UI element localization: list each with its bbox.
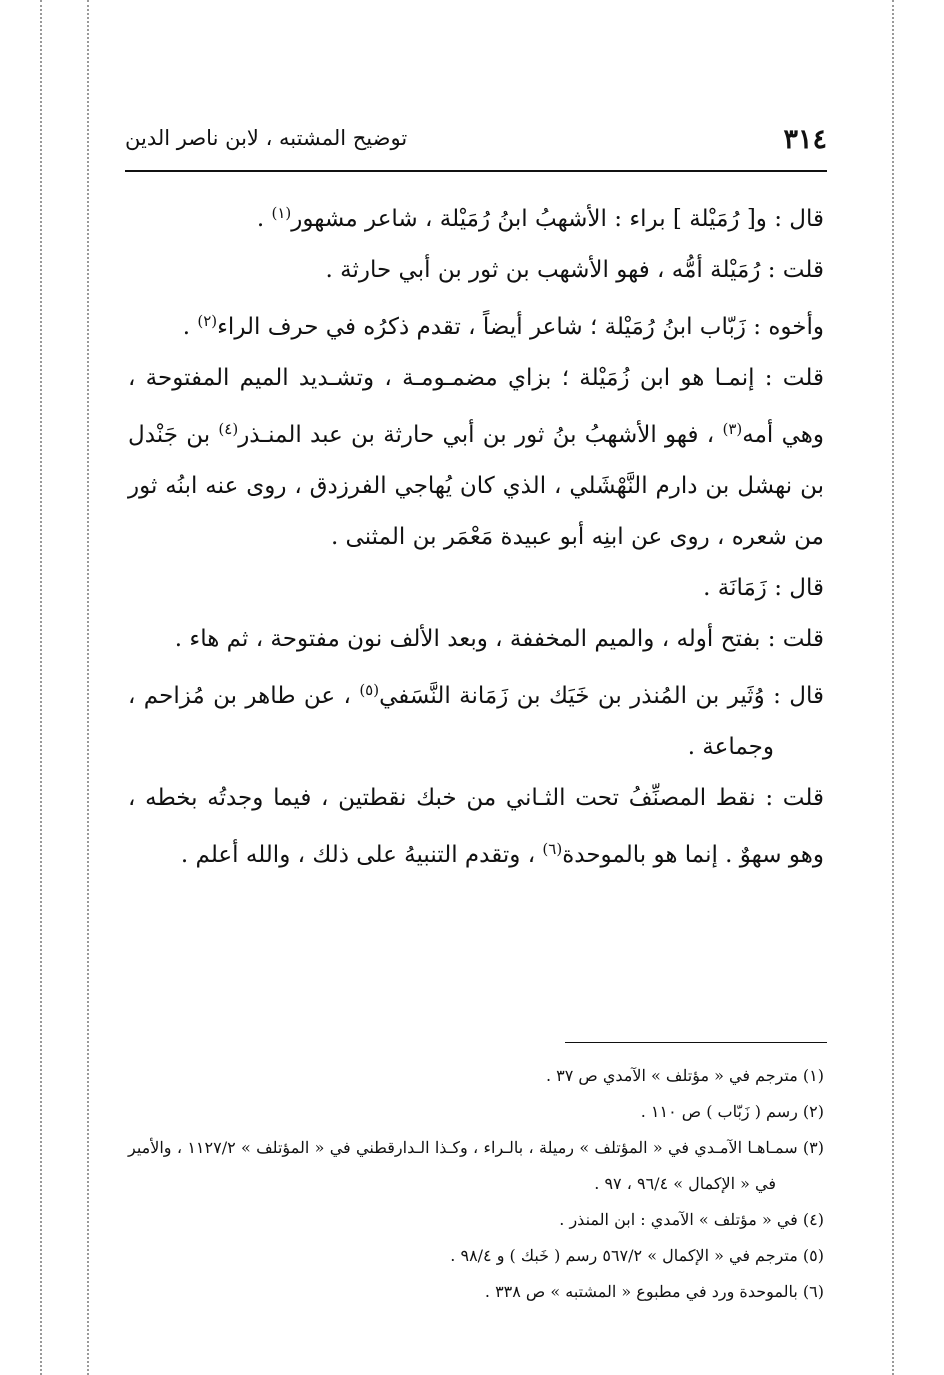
paragraph-5 (128, 563, 824, 614)
scan-dotted-line-left (40, 0, 42, 1375)
paragraph-8 (128, 773, 824, 881)
paragraph-1-text: قال : و[ رُمَيْلة ] براء : الأشهبُ ابنُ رُمَيْلة ، شاعر مشهور (291, 206, 824, 232)
scan-dotted-line-right (892, 0, 894, 1375)
paragraph-7-part-a: قال : وُثَير بن المُنذر بن خَيَك بن زَمَانة النَّسَفي (379, 683, 824, 709)
scan-dotted-line-inner-left (87, 0, 89, 1375)
paragraph-4 (128, 353, 824, 563)
header-rule (125, 170, 827, 172)
paragraph-7 (128, 665, 824, 773)
footnote-1: (١) مترجم في « مؤتلف » الآمدي ص ٣٧ . (545, 1066, 824, 1085)
footnote-separator (565, 1042, 827, 1043)
paragraph-8-part-b: ، وتقدم التنبيهُ على ذلك ، والله أعلم . (180, 842, 543, 868)
page-number: ٣١٤ (783, 124, 827, 155)
running-title: توضيح المشتبه ، لابن ناصر الدين (125, 126, 408, 150)
footnote-ref-6: (٦) (542, 840, 563, 858)
footnote-2: (٢) رسم ( زَبّاب ) ص ١١٠ . (640, 1102, 824, 1121)
paragraph-2-text: قلت : رُمَيْلة أمُّه ، فهو الأشهب بن ثور بن أبي حارثة . (325, 257, 824, 283)
footnote-6: (٦) بالموحدة ورد في مطبوع « المشتبه » ص ٣٣٨ . (484, 1282, 824, 1301)
paragraph-8-part-a: قلت : نقط المصنِّفُ تحت الثـاني من خبك نقطتين ، فيما وجدتُه بخطه ، وهو سهوٌ . إنما هو بالموحدة (128, 785, 824, 868)
footnote-4: (٤) في « مؤتلف » الآمدي : ابن المنذر . (559, 1210, 824, 1229)
paragraph-5-text: قال : زَمَانَة . (703, 575, 824, 601)
paragraph-3 (128, 296, 824, 353)
main-text (128, 188, 824, 881)
paragraph-1-end: . (256, 206, 272, 232)
footnote-5: (٥) مترجم في « الإكمال » ٥٦٧/٢ رسم ( خَبك ) و ٩٨/٤ . (450, 1246, 824, 1265)
paragraph-6 (128, 614, 824, 665)
footnote-ref-1: (١) (271, 204, 292, 222)
footnote-ref-5: (٥) (359, 681, 380, 699)
paragraph-4-part-a: قلت : إنمـا هو ابن زُمَيْلة ؛ بزاي مضمـومـة ، وتشـديد الميم المفتوحة ، وهي أمه (128, 365, 824, 448)
paragraph-2 (128, 245, 824, 296)
paragraph-4-part-c: بن جَنْدل بن نهشل بن دارم النَّهْشَلي ، الذي كان يُهاجي الفرزدق ، روى عنه ابنُه ثور من شعره ، روى عن ابنِه أبو عبيدة مَعْمَر بن المثنى . (128, 422, 824, 550)
paragraph-7-part-b: ، عن طاهر بن مُزاحم ، وجماعة . (128, 683, 774, 760)
paragraph-6-text: قلت : بفتح أوله ، والميم المخففة ، وبعد الألف نون مفتوحة ، ثم هاء . (174, 626, 824, 652)
page-header (125, 118, 827, 164)
footnote-ref-2: (٢) (197, 312, 218, 330)
footnote-ref-4: (٤) (218, 420, 239, 438)
footnote-ref-3: (٣) (722, 420, 743, 438)
paragraph-1 (128, 188, 824, 245)
footnote-3: (٣) سمـاهـا الآمـدي في « المؤتلف » رميلة ، بالـراء ، وكـذا الـدارقطني في « المؤتلف » ١١٢٧/٢ ، والأمير في « الإكمال » ٩٦/٤ ، ٩٧ . (128, 1138, 825, 1193)
paragraph-4-part-b: ، فهو الأشهبُ بنُ ثور بن أبي حارثة بن عبد المنـذر (238, 422, 723, 448)
paragraph-3-text: وأخوه : زَبّاب ابنُ رُمَيْلة ؛ شاعر أيضاً ، تقدم ذكرُه في حرف الراء (217, 314, 824, 340)
paragraph-3-end: . (182, 314, 198, 340)
footnotes (128, 1058, 824, 1310)
